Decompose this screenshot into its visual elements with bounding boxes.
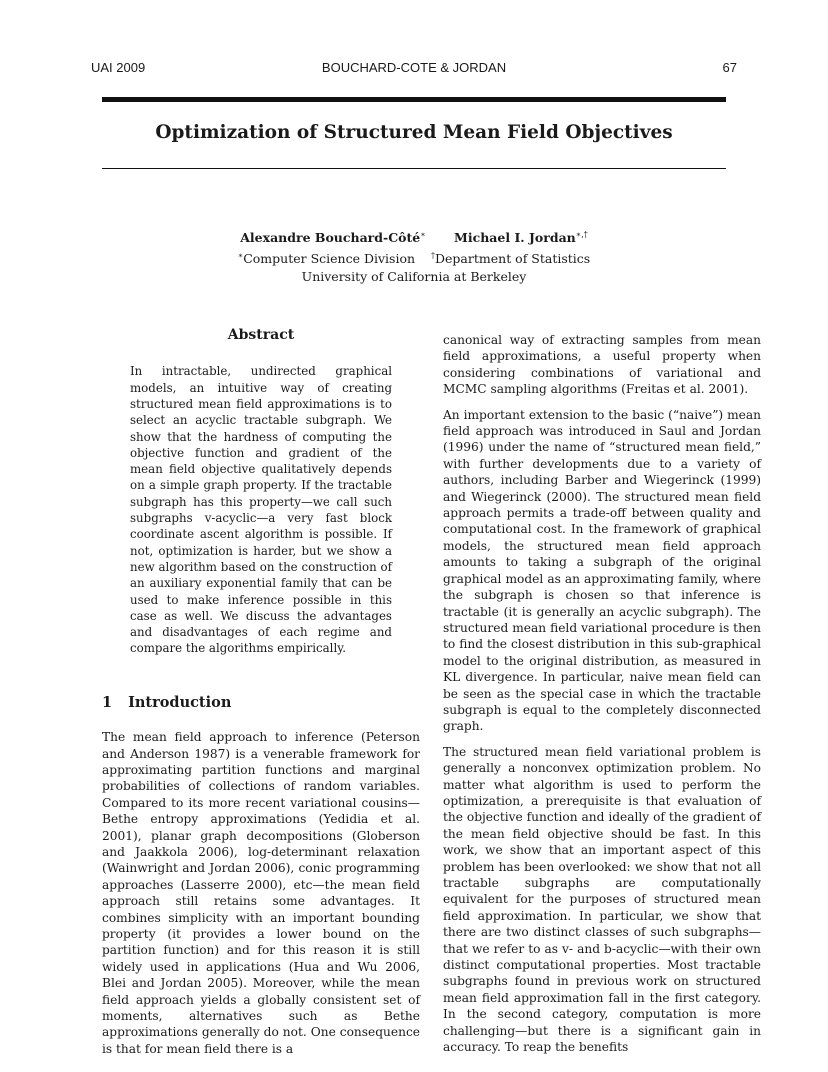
affiliations [102,247,726,268]
author-2-mark: ∗,† [575,230,588,239]
affiliation-2-mark: † [431,251,436,260]
author-names [102,226,726,247]
title-bottom-rule [102,168,726,169]
paper-title: Optimization of Structured Mean Field Objectives [155,122,673,143]
abstract-text: In intractable, undirected graphical models, an intuitive way of creating structured mean field approximations is to select an acyclic tractable subgraph. We show that the hardness of computing the objective function and gradient of the mean field objective qualitatively depends on a simple graph property. If the tractable subgraph has this property—we call such subgraphs v-acyclic—a very fast block coordinate ascent algorithm is possible. If not, optimization is harder, but we show a new algorithm based on the construction of an auxiliary exponential family that can be used to make inference possible in this case as well. We discuss the advantages and disadvantages of each regime and compare the algorithms empirically. [130,364,392,656]
author-1-mark: ∗ [420,230,426,239]
running-header [91,60,737,78]
left-column [102,327,420,1066]
page-number: 67 [722,60,737,75]
author-block [102,226,726,286]
abstract-heading: Abstract [227,327,295,343]
intro-paragraph-1: The mean field approach to inference (Peterson and Anderson 1987) is a venerable framework for approximating partition functions and marginal probabilities of collections of random variables. Compared to its more recent variational cousins—Bethe entropy approximations (Yedidia et al. 2001), planar graph decompositions (Globerson and Jaakkola 2006), log-determinant relaxation (Wainwright and Jordan 2006), conic programming approaches (Lasserre 2000), etc—the mean field approach still retains some advantages. It combines simplicity with an important bounding property (it provides a lower bound on the partition function) and for this reason it is still widely used in applications (Hua and Wu 2006, Blei and Jordan 2005). Moreover, while the mean field approach yields a globally consistent set of moments, alternatives such as Bethe approximations generally do not. One consequence is that for mean field there is a [102,730,420,1056]
affiliation-2-text: Department of Statistics [435,251,591,266]
author-2 [454,230,588,245]
author-1 [240,230,425,245]
author-2-name: Michael I. Jordan [454,230,576,245]
section-title-text: Introduction [128,693,232,711]
right-paragraph-3: The structured mean field variational problem is generally a nonconvex optimization problem. No matter what algorithm is used to perform the optimization, a prerequisite is that evaluation of the objective function and ideally of the gradient of the mean field objective should be fast. In this work, we show that an important aspect of this problem has been overlooked: we show that not all tractable subgraphs are computationally equivalent for the purposes of structured mean field approximation. In particular, we show that there are two distinct classes of such subgraphs—that we refer to as v- and b-acyclic—with their own distinct computational properties. Most tractable subgraphs found in previous work on structured mean field approximation fall in the first category. In the second category, computation is more challenging—but there is a significant gain in accuracy. To reap the benefits [443,744,761,1055]
right-paragraph-2: An important extension to the basic (“naive”) mean field approach was introduced in Saul and Jordan (1996) under the name of “structured mean field,” with further developments due to a variety of authors, including Barber and Wiegerinck (1999) and Wiegerinck (2000). The structured mean field approach permits a trade-off between quality and computational cost. In the framework of graphical models, the structured mean field approach amounts to taking a subgraph of the original graphical model as an approximating family, where the subgraph is chosen so that inference is tractable (it is generally an acyclic subgraph). The structured mean field variational procedure is then to find the closest distribution in this sub-graphical model to the original distribution, as measured in KL divergence. In particular, naive mean field can be seen as the special case in which the tractable subgraph is equal to the completely disconnected graph. [443,407,761,734]
section-heading-introduction [102,695,420,711]
venue-label: UAI 2009 [91,60,146,75]
university: University of California at Berkeley [301,269,527,284]
affiliation-1-text: Computer Science Division [243,251,416,266]
section-number: 1 [102,693,113,711]
title-top-rule [102,97,726,102]
running-title: BOUCHARD-COTE & JORDAN [321,60,507,75]
author-1-name: Alexandre Bouchard-Côté [240,230,421,245]
affiliation-1-mark: ∗ [237,251,244,260]
affiliation-2 [431,251,590,266]
affiliation-1 [238,251,415,266]
right-paragraph-1: canonical way of extracting samples from mean field approximations, a useful property when considering combinations of variational and MCMC sampling algorithms (Freitas et al. 2001). [443,333,761,397]
right-column [443,332,761,1064]
